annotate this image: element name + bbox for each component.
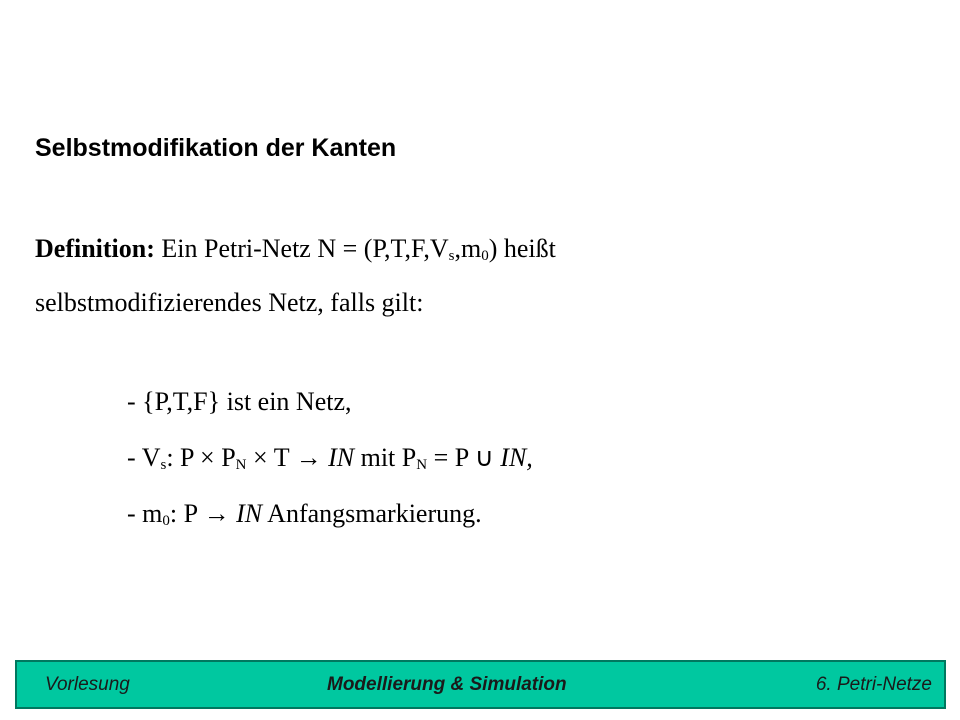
condition-vs <box>127 445 533 471</box>
c2-prefix: - V <box>127 443 161 472</box>
c3-part2: Anfangsmarkierung. <box>262 499 482 528</box>
footer-left-label: Vorlesung <box>45 674 130 695</box>
condition-m0 <box>127 501 482 527</box>
footer-chapter: 6. Petri-Netze <box>815 674 932 695</box>
c3-prefix: - m <box>127 499 163 528</box>
c2-in1: IN <box>328 443 355 472</box>
subscript-s: s <box>448 248 455 264</box>
c2-sub-s: s <box>160 457 167 473</box>
c2-sub-n: N <box>235 457 247 473</box>
footer-course-title: Modellierung & Simulation <box>327 674 567 695</box>
definition-label: Definition: <box>35 234 155 263</box>
c2-in2: IN, <box>500 443 533 472</box>
c2-part2: × T → <box>246 443 329 472</box>
c3-part1: : P → <box>169 499 237 528</box>
definition-line-2: selbstmodifizierendes Netz, falls gilt: <box>35 288 424 317</box>
slide-heading: Selbstmodifikation der Kanten <box>35 134 397 162</box>
c2-part3: mit P <box>354 443 417 472</box>
definition-text: Ein Petri-Netz N = (P,T,F,V <box>161 234 449 263</box>
condition-net: - {P,T,F} ist ein Netz, <box>127 387 352 416</box>
c2-sub-n2: N <box>416 457 428 473</box>
c2-part4: = P ∪ <box>427 443 501 472</box>
subscript-0: 0 <box>481 248 489 264</box>
footer-bar <box>15 660 946 709</box>
definition-end: ) heißt <box>488 234 556 263</box>
c2-part1: : P × P <box>166 443 236 472</box>
definition-line-1 <box>35 236 556 262</box>
definition-m: ,m <box>454 234 482 263</box>
c3-in: IN <box>236 499 263 528</box>
c3-sub-0: 0 <box>162 513 170 529</box>
